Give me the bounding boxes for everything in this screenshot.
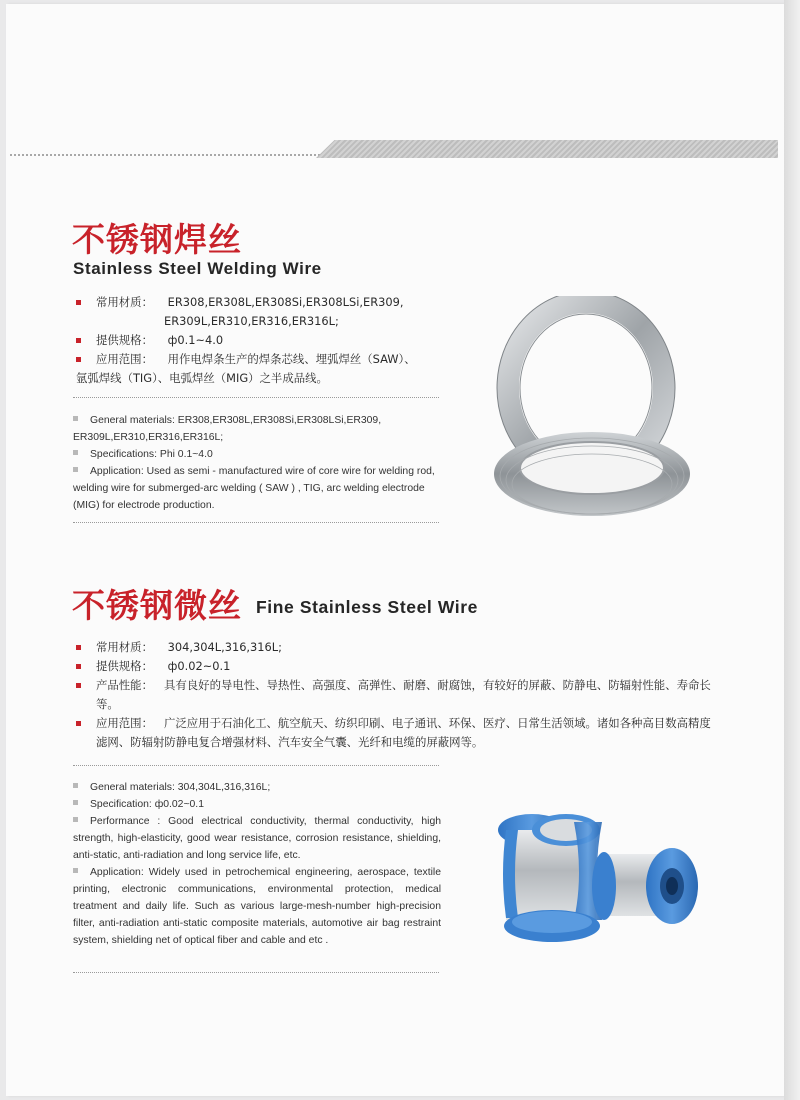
section-divider [73, 765, 439, 766]
red-square-bullet-icon [76, 683, 81, 688]
cn-spec-item [76, 350, 456, 369]
en-spec-item [73, 446, 443, 463]
en-spec-item [73, 412, 443, 446]
header-dotted-line [10, 154, 320, 158]
en-spec-item [73, 463, 443, 514]
fine-wire-spool-image [492, 808, 702, 948]
en-spec-item [73, 813, 441, 864]
section1-cn-spec-list [76, 293, 456, 388]
cn-spec-value: ER308,ER308L,ER308Si,ER308LSi,ER309, [167, 295, 404, 309]
en-spec-text: General materials: ER308,ER308L,ER308Si,ER308LSi,ER309, ER309L,ER310,ER316,ER316L; [73, 415, 382, 443]
en-spec-text: Specifications: Phi 0.1~4.0 [90, 449, 213, 460]
cn-spec-value: ф0.1~4.0 [167, 333, 224, 347]
gray-square-bullet-icon [73, 868, 78, 873]
red-square-bullet-icon [76, 721, 81, 726]
cn-spec-label: 应用范围： [96, 352, 153, 366]
cn-spec-label: 应用范围： [96, 716, 153, 730]
cn-spec-label: 常用材质： [96, 640, 153, 654]
section1-en-spec-list [73, 412, 443, 514]
en-spec-text: Performance : Good electrical conductivity, thermal conductivity, high strength, high-elasticity, good wear resistance, corrosion resistance, shielding, anti-static, anti-radiation and long service life, etc. [73, 816, 441, 861]
cn-spec-label: 提供规格： [96, 659, 153, 673]
cn-spec-continuation [76, 312, 456, 331]
section1-title-en: Stainless Steel Welding Wire [73, 259, 322, 278]
section1-title-cn: 不锈钢焊丝 [72, 220, 242, 259]
cn-spec-value: 304,304L,316,316L; [167, 640, 282, 654]
cn-spec-value: ER309L,ER310,ER316,ER316L; [164, 314, 339, 328]
cn-spec-value: 广泛应用于石油化工、航空航天、纺织印刷、电子通讯、环保、医疗、日常生活领域。诸如各种高目数高精度滤网、防辐射防静电复合增强材料、汽车安全气囊、光纤和电缆的屏蔽网等。 [96, 716, 711, 749]
en-spec-text: Application: Widely used in petrochemical engineering, aerospace, textile printing, electronic communications, environmental protection, medical treatment and daily life. Such as various large-mesh-number high-precision filter, anti-radiation anti-static composite materials, automotive air bag restraint system, shielding net of optical fiber and cable and etc . [73, 867, 441, 946]
en-spec-item [73, 779, 441, 796]
cn-spec-value: 具有良好的导电性、导热性、高强度、高弹性、耐磨、耐腐蚀，有较好的屏蔽、防静电、防辐射性能、寿命长等。 [96, 678, 711, 711]
en-spec-text: Application: Used as semi - manufactured wire of core wire for welding rod, welding wire for submerged-arc welding ( SAW ) , TIG, arc welding electrode (MIG) for electrode production. [73, 466, 435, 511]
cn-spec-continuation [76, 369, 456, 388]
header-stripe-band [316, 140, 778, 158]
red-square-bullet-icon [76, 338, 81, 343]
en-spec-item [73, 796, 441, 813]
cn-spec-item [76, 638, 716, 657]
gray-square-bullet-icon [73, 467, 78, 472]
cn-spec-item [76, 331, 456, 350]
section-divider [73, 972, 439, 973]
red-square-bullet-icon [76, 357, 81, 362]
gray-square-bullet-icon [73, 800, 78, 805]
cn-spec-label: 产品性能： [96, 678, 153, 692]
section-divider [73, 397, 439, 398]
welding-wire-coil-image [490, 296, 690, 524]
red-square-bullet-icon [76, 300, 81, 305]
cn-spec-value: 用作电焊条生产的焊条芯线、埋弧焊丝（SAW）、 [167, 352, 416, 366]
en-spec-text: Specification: ф0.02~0.1 [90, 799, 204, 810]
section2-title-cn: 不锈钢微丝 [72, 586, 242, 625]
red-square-bullet-icon [76, 645, 81, 650]
cn-spec-item [76, 657, 716, 676]
gray-square-bullet-icon [73, 416, 78, 421]
cn-spec-label: 提供规格： [96, 333, 153, 347]
section2-title-en: Fine Stainless Steel Wire [256, 597, 479, 617]
cn-spec-item [76, 714, 716, 752]
cn-spec-value: 氩弧焊线（TIG）、电弧焊丝（MIG）之半成品线。 [76, 371, 328, 385]
section-divider [73, 522, 439, 523]
gray-square-bullet-icon [73, 450, 78, 455]
cn-spec-value: ф0.02~0.1 [167, 659, 231, 673]
en-spec-item [73, 864, 441, 949]
red-square-bullet-icon [76, 664, 81, 669]
gray-square-bullet-icon [73, 783, 78, 788]
cn-spec-label: 常用材质： [96, 295, 153, 309]
page-edge [784, 0, 800, 1100]
gray-square-bullet-icon [73, 817, 78, 822]
cn-spec-item [76, 293, 456, 312]
en-spec-text: General materials: 304,304L,316,316L; [90, 782, 271, 793]
section2-cn-spec-list [76, 638, 716, 752]
cn-spec-item [76, 676, 716, 714]
section2-en-spec-list [73, 779, 441, 949]
